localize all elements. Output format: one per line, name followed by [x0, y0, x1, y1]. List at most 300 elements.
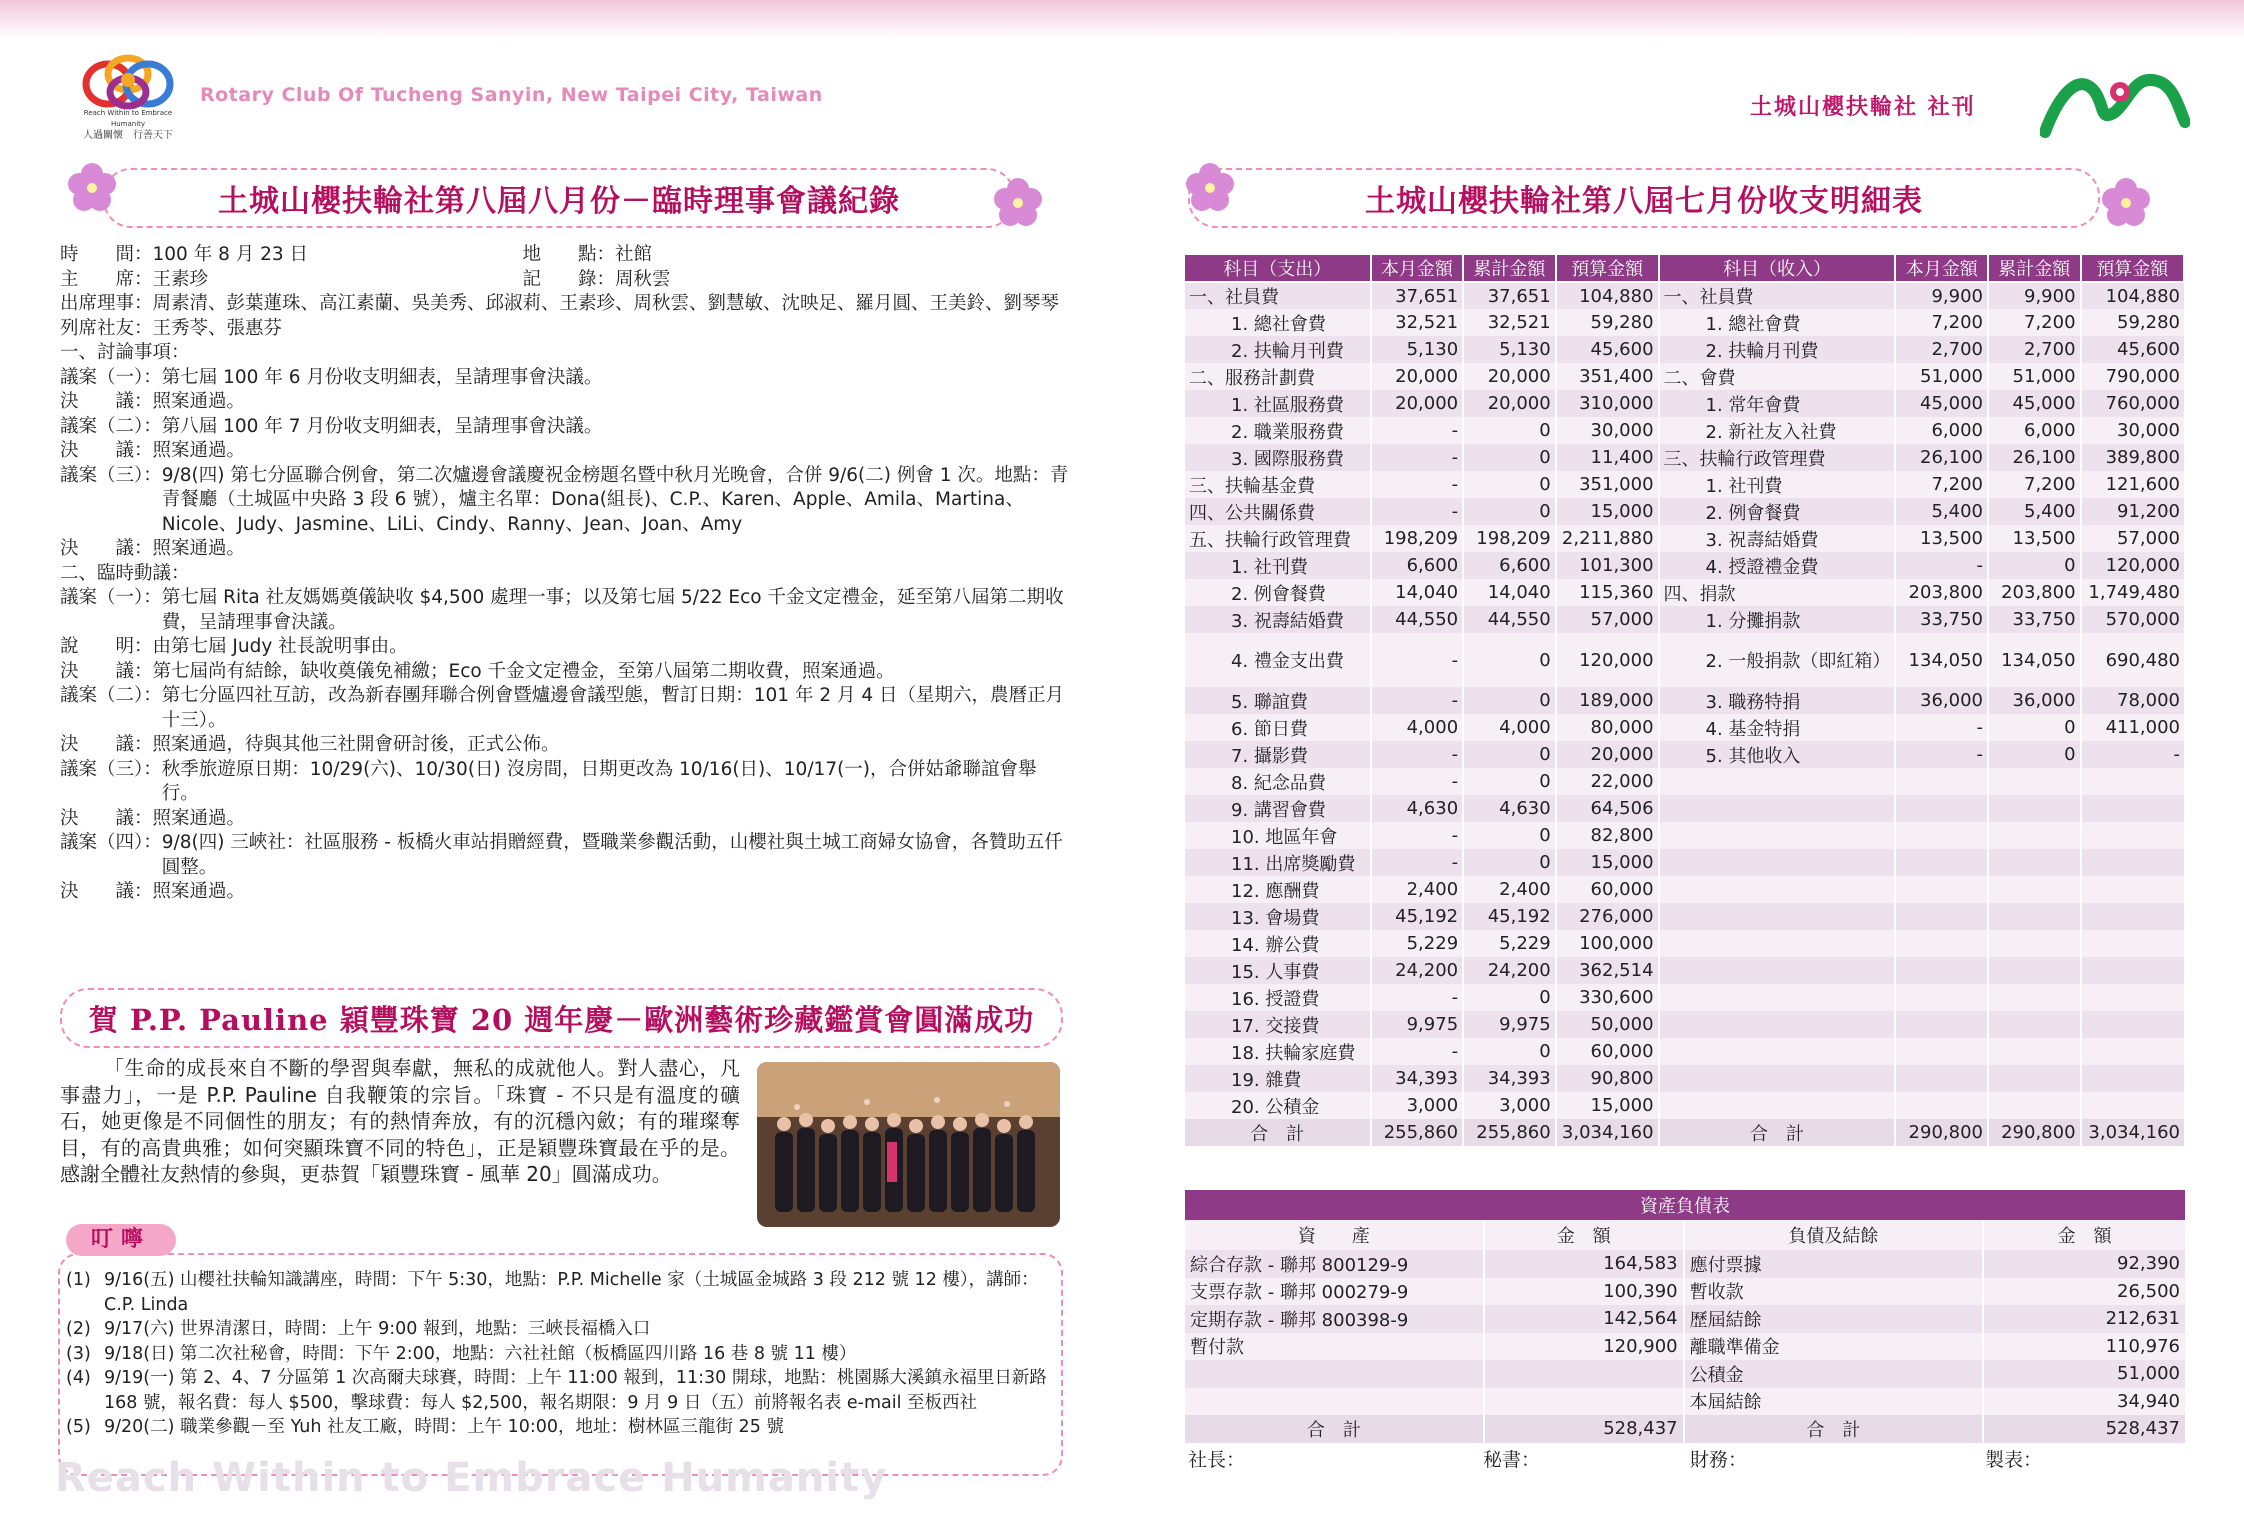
minutes-text: 由第七屆 Judy 社長說明事由。 [152, 636, 408, 657]
amount-cell: 60,000 [1556, 876, 1659, 903]
account-name: 2. 扶輪月刊費 [1659, 336, 1896, 363]
balance-caption: 資產負債表 [1184, 1190, 2185, 1220]
account-name: 4. 基金特捐 [1659, 714, 1896, 741]
minutes-line [60, 390, 1070, 415]
account-name: 20. 公積金 [1184, 1092, 1371, 1119]
minutes-text: 第七分區四社互訪，改為新春團拜聯合例會暨爐邊會議型態，暫訂日期：101 年 2 月 4 日（星期六，農曆正月十三）。 [161, 685, 1065, 731]
amount-cell [1988, 1038, 2081, 1065]
amount-cell: 0 [1988, 552, 2081, 579]
amount-cell: 2,700 [1988, 336, 2081, 363]
amount-cell: 7,200 [1988, 471, 2081, 498]
amount-cell: 104,880 [2081, 282, 2184, 309]
account-name: 二、會費 [1659, 363, 1896, 390]
amount-cell: 7,200 [1895, 309, 1988, 336]
amount-cell: 80,000 [1556, 714, 1659, 741]
column-header: 科目（收入） [1659, 254, 1896, 282]
minutes-line [60, 635, 1070, 660]
minutes-label: 時 間： [60, 244, 153, 265]
amount-cell: 3,000 [1371, 1092, 1464, 1119]
amount-cell: 330,600 [1556, 984, 1659, 1011]
amount-cell [1988, 1065, 2081, 1092]
account-name [1184, 1360, 1484, 1388]
minutes-label: 決 議： [60, 881, 153, 902]
minutes-text: 第七屆 100 年 6 月份收支明細表，呈請理事會決議。 [161, 366, 603, 388]
column-header: 預算金額 [1556, 254, 1659, 282]
amount-cell: 37,651 [1463, 282, 1556, 309]
reminder-tag: 叮嚀 [66, 1224, 176, 1256]
amount-cell: 24,200 [1371, 957, 1464, 984]
amount-cell [2081, 876, 2184, 903]
account-name [1659, 1065, 1896, 1092]
amount-cell: 203,800 [1988, 579, 2081, 606]
account-name: 暫付款 [1184, 1333, 1484, 1361]
account-name [1659, 957, 1896, 984]
column-header: 負債及結餘 [1684, 1220, 1984, 1250]
minutes-label: 出席理事： [60, 293, 153, 314]
table-row [1184, 687, 2184, 714]
amount-cell: 6,000 [1895, 417, 1988, 444]
amount-cell: 0 [1463, 417, 1556, 444]
amount-cell [1988, 903, 2081, 930]
table-row [1184, 1065, 2184, 1092]
amount-cell: - [1371, 984, 1464, 1011]
account-name: 15. 人事費 [1184, 957, 1371, 984]
minutes-label: 議案（三）： [60, 758, 162, 780]
table-row [1184, 876, 2184, 903]
amount-cell: 14,040 [1371, 579, 1464, 606]
reminder-number: (4) [66, 1368, 91, 1388]
amount-cell: 100,390 [1484, 1278, 1684, 1306]
amount-cell: 57,000 [2081, 525, 2184, 552]
amount-cell: 91,200 [2081, 498, 2184, 525]
amount-cell: 57,000 [1556, 606, 1659, 633]
amount-cell: 59,280 [1556, 309, 1659, 336]
minutes-line [60, 660, 1070, 685]
amount-cell: 4,000 [1463, 714, 1556, 741]
amount-cell: 5,229 [1371, 930, 1464, 957]
balance-sheet-table [1183, 1190, 2185, 1443]
minutes-text: 照案通過。 [152, 440, 246, 461]
table-row [1184, 1011, 2184, 1038]
amount-cell: - [2081, 741, 2184, 768]
reminder-text: 9/18(日) 第二次社秘會，時間：下午 2:00，地點：六社社館（板橋區四川路 16 巷 8 號 11 樓） [104, 1343, 857, 1364]
club-name-en: Rotary Club Of Tucheng Sanyin, New Taipei City, Taiwan [200, 84, 823, 106]
table-row [1184, 1360, 2185, 1388]
column-header: 本月金額 [1895, 254, 1988, 282]
amount-cell: 26,500 [1983, 1278, 2185, 1306]
account-name: 暫收款 [1684, 1278, 1984, 1306]
account-name: 2. 例會餐費 [1184, 579, 1371, 606]
signature-label: 製表： [1985, 1449, 2043, 1471]
amount-cell: 198,209 [1371, 525, 1464, 552]
minutes-line [60, 268, 1070, 293]
amount-cell: 32,521 [1371, 309, 1464, 336]
amount-cell: 4,630 [1371, 795, 1464, 822]
amount-cell: 0 [1988, 714, 2081, 741]
minutes-text: 9/8(四) 第七分區聯合例會，第二次爐邊會議慶祝金榜題名暨中秋月光晚會，合併 9/6(二) 例會 1 次。地點：青青餐廳（土城區中央路 3 段 6 號），爐主名單：Dona(組長)、C.P.、Karen、Apple、Amila、Martina、Nicole、Judy、Jasmine、LiLi、Cindy、Ranny、Jean、Joan、Amy [161, 464, 1069, 535]
minutes-text: 照案通過。 [152, 538, 246, 559]
minutes-text: 100 年 8 月 23 日 [152, 244, 309, 265]
amount-cell: 0 [1463, 687, 1556, 714]
flower-icon [1182, 160, 1238, 216]
amount-cell [1988, 876, 2081, 903]
minutes-line [60, 366, 1070, 391]
minutes-line [60, 243, 1070, 268]
amount-cell: 351,400 [1556, 363, 1659, 390]
amount-cell: 310,000 [1556, 390, 1659, 417]
amount-cell: 20,000 [1556, 741, 1659, 768]
amount-cell: 45,000 [1895, 390, 1988, 417]
amount-cell: 2,400 [1371, 876, 1464, 903]
amount-cell: 26,100 [1988, 444, 2081, 471]
amount-cell: 32,521 [1463, 309, 1556, 336]
table-row [1184, 1278, 2185, 1306]
flower-icon [990, 175, 1046, 231]
account-name: 本屆結餘 [1684, 1388, 1984, 1416]
table-row [1184, 714, 2184, 741]
logo-caption: Reach Within to Embrace Humanity 人過關懷 行善天下 [83, 109, 173, 141]
minutes-text: 周素清、彭葉蓮珠、高江素蘭、吳美秀、邱淑莉、王素珍、周秋雲、劉慧敏、沈映足、羅月圓、王美鈴、劉琴琴 [152, 293, 1060, 314]
minutes-text: 照案通過。 [152, 391, 246, 412]
top-band [0, 0, 2244, 40]
amount-cell: 90,800 [1556, 1065, 1659, 1092]
amount-cell: 13,500 [1895, 525, 1988, 552]
amount-cell: 15,000 [1556, 1092, 1659, 1119]
amount-cell: 189,000 [1556, 687, 1659, 714]
article-title: 賀 P.P. Pauline 穎豐珠寶 20 週年慶－歐洲藝術珍藏鑑賞會圓滿成功 [88, 1002, 1035, 1037]
amount-cell: 351,000 [1556, 471, 1659, 498]
amount-cell: 6,600 [1371, 552, 1464, 579]
minutes-line [60, 880, 1070, 905]
minutes-label: 議案（四）： [60, 832, 162, 853]
minutes-label: 決 議： [60, 734, 153, 755]
amount-cell [2081, 768, 2184, 795]
amount-cell: 20,000 [1371, 363, 1464, 390]
total-amount: 290,800 [1895, 1119, 1988, 1146]
account-name [1659, 930, 1896, 957]
account-name: 13. 會場費 [1184, 903, 1371, 930]
column-header: 累計金額 [1463, 254, 1556, 282]
amount-cell: 34,393 [1463, 1065, 1556, 1092]
account-name: 一、社員費 [1659, 282, 1896, 309]
amount-cell: 37,651 [1371, 282, 1464, 309]
amount-cell: 570,000 [2081, 606, 2184, 633]
flower-icon [64, 160, 120, 216]
amount-cell [1895, 795, 1988, 822]
amount-cell: 51,000 [1988, 363, 2081, 390]
amount-cell: 0 [1463, 633, 1556, 687]
minutes-line [60, 733, 1070, 758]
amount-cell: 2,700 [1895, 336, 1988, 363]
amount-cell: 1,749,480 [2081, 579, 2184, 606]
account-name: 11. 出席獎勵費 [1184, 849, 1371, 876]
amount-cell [1895, 930, 1988, 957]
account-name: 9. 講習會費 [1184, 795, 1371, 822]
minutes-title: 土城山櫻扶輪社第八屆八月份－臨時理事會議紀錄 [218, 184, 900, 219]
amount-cell: 6,000 [1988, 417, 2081, 444]
account-name: 一、社員費 [1184, 282, 1371, 309]
amount-cell: 110,976 [1983, 1333, 2185, 1361]
minutes-label: 議案（二）： [60, 415, 162, 437]
account-name: 五、扶輪行政管理費 [1184, 525, 1371, 552]
account-name: 1. 社刊費 [1184, 552, 1371, 579]
amount-cell: 51,000 [1895, 363, 1988, 390]
amount-cell: 30,000 [2081, 417, 2184, 444]
account-name: 5. 聯誼費 [1184, 687, 1371, 714]
minutes-label: 記 錄： [522, 268, 616, 290]
account-name: 5. 其他收入 [1659, 741, 1896, 768]
minutes-text: 秋季旅遊原日期：10/29(六)、10/30(日) 沒房間，日期更改為 10/16(日)、10/17(一)，合併姑爺聯誼會舉行。 [161, 758, 1037, 804]
amount-cell [2081, 1065, 2184, 1092]
amount-cell: 20,000 [1371, 390, 1464, 417]
table-row [1184, 822, 2184, 849]
total-row [1184, 1119, 2184, 1146]
account-name [1659, 768, 1896, 795]
table-row [1184, 795, 2184, 822]
total-amount: 3,034,160 [1556, 1119, 1659, 1146]
amount-cell [1988, 768, 2081, 795]
account-name [1659, 849, 1896, 876]
amount-cell: 64,506 [1556, 795, 1659, 822]
table-row [1184, 336, 2184, 363]
amount-cell [1895, 984, 1988, 1011]
account-name [1659, 795, 1896, 822]
amount-cell: 33,750 [1988, 606, 2081, 633]
account-name [1659, 822, 1896, 849]
amount-cell [1988, 795, 2081, 822]
reminder-text: 9/17(六) 世界清潔日，時間：上午 9:00 報到，地點：三峽長福橋入口 [104, 1319, 651, 1339]
account-name: 1. 常年會費 [1659, 390, 1896, 417]
amount-cell: 104,880 [1556, 282, 1659, 309]
amount-cell: 26,100 [1895, 444, 1988, 471]
amount-cell: 134,050 [1895, 633, 1988, 687]
table-row [1184, 606, 2184, 633]
minutes-label: 議案（三）： [60, 464, 162, 486]
account-name: 16. 授證費 [1184, 984, 1371, 1011]
account-name: 2. 職業服務費 [1184, 417, 1371, 444]
account-name: 支票存款 - 聯邦 000279-9 [1184, 1278, 1484, 1306]
amount-cell [2081, 984, 2184, 1011]
total-label: 合 計 [1184, 1119, 1371, 1146]
minutes-line [60, 341, 1070, 366]
table-row [1184, 417, 2184, 444]
total-amount: 255,860 [1463, 1119, 1556, 1146]
amount-cell: 9,975 [1371, 1011, 1464, 1038]
amount-cell: - [1895, 552, 1988, 579]
table-row [1184, 741, 2184, 768]
minutes-text: 照案通過。 [152, 881, 246, 902]
amount-cell: 120,900 [1484, 1333, 1684, 1361]
amount-cell: 760,000 [2081, 390, 2184, 417]
account-name: 1. 社刊費 [1659, 471, 1896, 498]
amount-cell [2081, 795, 2184, 822]
amount-cell [1895, 768, 1988, 795]
amount-cell [1895, 1092, 1988, 1119]
amount-cell: - [1371, 687, 1464, 714]
table-row [1184, 579, 2184, 606]
table-row [1184, 957, 2184, 984]
account-name: 1. 分攤捐款 [1659, 606, 1896, 633]
amount-cell: 0 [1463, 471, 1556, 498]
account-name: 離職準備金 [1684, 1333, 1984, 1361]
column-header: 資 產 [1184, 1220, 1484, 1250]
table-row [1184, 1038, 2184, 1065]
amount-cell: - [1371, 741, 1464, 768]
amount-cell: 389,800 [2081, 444, 2184, 471]
column-header: 金 額 [1484, 1220, 1684, 1250]
amount-cell: 5,400 [1895, 498, 1988, 525]
amount-cell: - [1371, 471, 1464, 498]
amount-cell: - [1371, 768, 1464, 795]
column-header: 累計金額 [1988, 254, 2081, 282]
amount-cell [1895, 957, 1988, 984]
amount-cell: 5,400 [1988, 498, 2081, 525]
amount-cell [1988, 849, 2081, 876]
club-name-zh: 土城山櫻扶輪社 社刊 [1750, 94, 1976, 120]
reminder-list [66, 1268, 1056, 1440]
amount-cell: 11,400 [1556, 444, 1659, 471]
amount-cell: 203,800 [1895, 579, 1988, 606]
amount-cell: 134,050 [1988, 633, 2081, 687]
minutes-line [60, 586, 1070, 635]
amount-cell: 6,600 [1463, 552, 1556, 579]
reminder-text: 9/19(一) 第 2、4、7 分區第 1 次高爾夫球賽，時間：上午 11:00 報到，11:30 開球，地點：桃園縣大溪鎮永福里日新路 168 號，報名費：每人 $500，擊球費：每人 $2,500，報名期限：9 月 9 日（五）前將報名表 e-mail 至板西社 [104, 1368, 1047, 1413]
minutes-text: 第七屆尚有結餘，缺收奠儀免補繳；Eco 千金文定禮金，至第八屆第二期收費，照案通過。 [152, 660, 895, 682]
amount-cell: 45,600 [2081, 336, 2184, 363]
minutes-label: 決 議： [60, 538, 153, 559]
table-row [1184, 282, 2184, 309]
reminder-item [66, 1415, 1056, 1440]
minutes-label: 議案（一）： [60, 587, 162, 608]
account-name: 10. 地區年會 [1184, 822, 1371, 849]
amount-cell: - [1371, 498, 1464, 525]
amount-cell: 7,200 [1988, 309, 2081, 336]
amount-cell: 100,000 [1556, 930, 1659, 957]
amount-cell [1484, 1388, 1684, 1416]
reminder-number: (2) [66, 1319, 91, 1339]
amount-cell: 15,000 [1556, 498, 1659, 525]
account-name: 定期存款 - 聯邦 800398-9 [1184, 1305, 1484, 1333]
masthead-emblem [2040, 62, 2190, 142]
account-name: 四、公共關係費 [1184, 498, 1371, 525]
amount-cell: 45,192 [1463, 903, 1556, 930]
minutes-line [60, 537, 1070, 562]
account-name: 4. 禮金支出費 [1184, 633, 1371, 687]
amount-cell: 34,940 [1983, 1388, 2185, 1416]
amount-cell: 36,000 [1988, 687, 2081, 714]
amount-cell: - [1371, 633, 1464, 687]
amount-cell: 0 [1988, 741, 2081, 768]
amount-cell: 5,130 [1463, 336, 1556, 363]
flower-icon [2098, 175, 2154, 231]
account-name: 3. 祝壽結婚費 [1659, 525, 1896, 552]
amount-cell: 7,200 [1895, 471, 1988, 498]
minutes-label: 決 議： [60, 440, 153, 461]
account-name: 2. 一般捐款（即紅箱） [1659, 633, 1896, 687]
income-expense-table [1183, 253, 2185, 1146]
amount-cell: 2,211,880 [1556, 525, 1659, 552]
amount-cell [1895, 903, 1988, 930]
amount-cell: 78,000 [2081, 687, 2184, 714]
minutes-text: 9/8(四) 三峽社：社區服務 - 板橋火車站捐贈經費，暨職業參觀活動，山櫻社與土城工商婦女協會，各贊助五仟圓整。 [161, 832, 1063, 878]
amount-cell: 790,000 [2081, 363, 2184, 390]
table-row [1184, 1388, 2185, 1416]
amount-cell [1988, 1092, 2081, 1119]
reminder-item [66, 1317, 1056, 1342]
minutes-line [60, 415, 1070, 440]
amount-cell: 411,000 [2081, 714, 2184, 741]
amount-cell: 0 [1463, 822, 1556, 849]
account-name [1659, 1092, 1896, 1119]
amount-cell: 101,300 [1556, 552, 1659, 579]
minutes-label: 地 點： [522, 244, 616, 265]
total-amount: 290,800 [1988, 1119, 2081, 1146]
amount-cell: 0 [1463, 849, 1556, 876]
minutes-text: 照案通過。 [152, 807, 246, 829]
account-name: 1. 總社會費 [1659, 309, 1896, 336]
account-name: 二、服務計劃費 [1184, 363, 1371, 390]
account-name: 2. 例會餐費 [1659, 498, 1896, 525]
amount-cell: 4,000 [1371, 714, 1464, 741]
table-row [1184, 471, 2184, 498]
minutes-line [60, 807, 1070, 832]
amount-cell: - [1895, 741, 1988, 768]
account-name: 7. 攝影費 [1184, 741, 1371, 768]
amount-cell [2081, 849, 2184, 876]
minutes-label: 議案（二）： [60, 685, 162, 706]
minutes-label: 決 議： [60, 391, 153, 412]
amount-cell: 24,200 [1463, 957, 1556, 984]
account-name: 2. 扶輪月刊費 [1184, 336, 1371, 363]
amount-cell: 9,900 [1988, 282, 2081, 309]
article-title-box [60, 988, 1063, 1048]
amount-cell: 2,400 [1463, 876, 1556, 903]
amount-cell: 44,550 [1463, 606, 1556, 633]
amount-cell: - [1371, 1038, 1464, 1065]
minutes-text: 第八屆 100 年 7 月份收支明細表，呈請理事會決議。 [161, 415, 603, 437]
minutes-label: 主 席： [60, 268, 153, 290]
total-amount: 528,437 [1484, 1415, 1684, 1443]
amount-cell: 51,000 [1983, 1360, 2185, 1388]
amount-cell: 5,130 [1371, 336, 1464, 363]
minutes-label: 二、臨時動議： [60, 562, 190, 584]
table-row [1184, 1333, 2185, 1361]
amount-cell: 0 [1463, 1038, 1556, 1065]
account-name [1659, 1011, 1896, 1038]
account-name: 12. 應酬費 [1184, 876, 1371, 903]
reminder-item [66, 1268, 1056, 1317]
minutes-label: 列席社友： [60, 317, 153, 339]
amount-cell [1895, 822, 1988, 849]
amount-cell [1895, 876, 1988, 903]
amount-cell: 121,600 [2081, 471, 2184, 498]
amount-cell: 0 [1463, 741, 1556, 768]
account-name: 1. 總社會費 [1184, 309, 1371, 336]
minutes-label: 一、討論事項： [60, 342, 190, 363]
reminder-text: 9/20(二) 職業參觀－至 Yuh 社友工廠，時間：上午 10:00，地址：樹林區三龍街 25 號 [104, 1417, 784, 1437]
amount-cell: 164,583 [1484, 1250, 1684, 1278]
account-name [1659, 876, 1896, 903]
amount-cell: 4,630 [1463, 795, 1556, 822]
minutes-line [60, 562, 1070, 587]
signature-label: 秘書： [1483, 1449, 1541, 1471]
table-row [1184, 633, 2184, 687]
account-name: 1. 社區服務費 [1184, 390, 1371, 417]
account-name: 17. 交接費 [1184, 1011, 1371, 1038]
minutes-line [60, 758, 1070, 807]
finance-title: 土城山櫻扶輪社第八屆七月份收支明細表 [1365, 184, 1923, 219]
left-title-box [103, 168, 1015, 228]
